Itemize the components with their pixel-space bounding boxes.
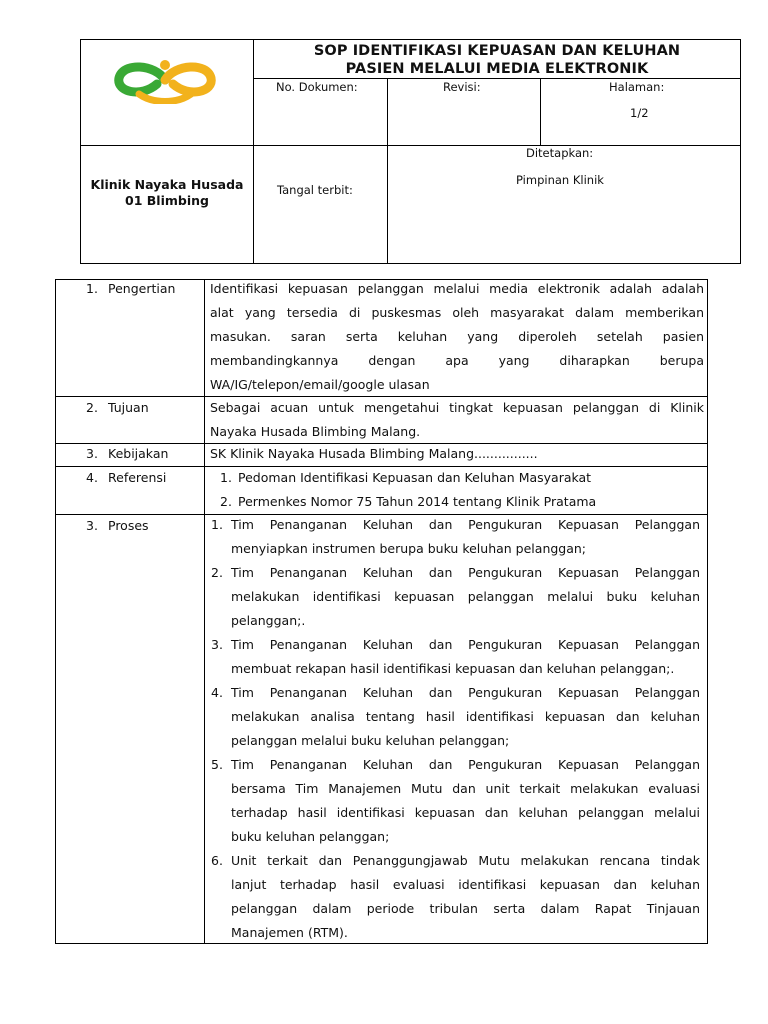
proses-list: [211, 513, 700, 945]
divider: [253, 78, 740, 79]
pimpinan-klinik-label: Pimpinan Klinik: [516, 173, 604, 187]
list-item: [220, 466, 700, 490]
text-line: Manajemen (RTM).: [231, 925, 348, 940]
divider: [540, 78, 541, 145]
list-number: 3.: [211, 637, 223, 652]
divider: [387, 145, 388, 263]
halaman-label: Halaman:: [609, 80, 665, 94]
row-label: Pengertian: [108, 281, 176, 296]
row-number: 3.: [86, 446, 98, 461]
infinity-logo-icon: [109, 56, 221, 104]
list-item: [211, 681, 700, 753]
divider: [387, 78, 388, 145]
row-number: 4.: [86, 470, 98, 485]
list-number: 4.: [211, 685, 223, 700]
clinic-name: [81, 177, 253, 209]
row-label: Tujuan: [108, 400, 149, 415]
list-item: [211, 633, 700, 681]
sop-header-box: [80, 39, 741, 264]
text-line: melakukan identifikasi kepuasan pelanggan melalui buku keluhan: [231, 589, 700, 604]
row-number: 3.: [86, 518, 98, 533]
row-number: 2.: [86, 400, 98, 415]
list-item: [211, 849, 700, 945]
sop-title-line: SOP IDENTIFIKASI KEPUASAN DAN KELUHAN: [313, 43, 681, 59]
sop-title-line: PASIEN MELALUI MEDIA ELEKTRONIK: [345, 61, 649, 77]
text-line: Sebagai acuan untuk mengetahui tingkat kepuasan pelanggan di Klinik: [210, 400, 704, 415]
tanggal-terbit-label: Tangal terbit:: [277, 183, 353, 197]
text-line: lanjut terhadap hasil evaluasi identifikasi kepuasan dan keluhan: [231, 877, 700, 892]
revisi-label: Revisi:: [443, 80, 481, 94]
text-line: masukan. saran serta keluhan yang diperoleh setelah pasien: [210, 329, 704, 344]
row-label: Proses: [108, 518, 149, 533]
text-line: WA/IG/telepon/email/google ulasan: [210, 377, 430, 392]
sop-title: [253, 42, 741, 78]
text-line: Identifikasi kepuasan pelanggan melalui media elektronik adalah adalah: [210, 281, 704, 296]
row-label: Kebijakan: [108, 446, 169, 461]
list-number: 2.: [211, 565, 223, 580]
list-number: 1.: [220, 470, 232, 485]
sop-content-table: [55, 279, 708, 944]
text-line: Tim Penanganan Keluhan dan Pengukuran Kepuasan Pelanggan: [231, 757, 700, 772]
clinic-name-line: Klinik Nayaka Husada: [90, 177, 244, 192]
divider: [204, 280, 205, 943]
clinic-name-line: 01 Blimbing: [125, 193, 209, 208]
text-line: pelanggan dalam periode tribulan serta dalam Rapat Tinjauan: [231, 901, 700, 916]
tujuan-text: [210, 396, 704, 444]
text-line: membandingkannya dengan apa yang diharapkan berupa: [210, 353, 704, 368]
no-dokumen-label: No. Dokumen:: [276, 80, 358, 94]
list-item: [211, 513, 700, 561]
list-number: 5.: [211, 757, 223, 772]
text-line: alat yang tersedia di puskesmas oleh masyarakat dalam memberikan: [210, 305, 704, 320]
divider: [81, 145, 740, 146]
text-line: bersama Tim Manajemen Mutu dan unit terkait melakukan evaluasi: [231, 781, 700, 796]
text-line: buku keluhan pelanggan;: [231, 829, 390, 844]
text-line: terhadap hasil identifikasi kepuasan dan keluhan pelanggan melalui: [231, 805, 700, 820]
text-line: Nayaka Husada Blimbing Malang.: [210, 424, 421, 439]
text-line: Tim Penanganan Keluhan dan Pengukuran Kepuasan Pelanggan: [231, 565, 700, 580]
list-number: 1.: [211, 517, 223, 532]
list-item: [211, 561, 700, 633]
halaman-value: 1/2: [630, 106, 649, 120]
text-line: Unit terkait dan Penanggungjawab Mutu melakukan rencana tindak: [231, 853, 700, 868]
text-line: pelanggan melalui buku keluhan pelanggan;: [231, 733, 510, 748]
row-label: Referensi: [108, 470, 167, 485]
list-text: Pedoman Identifikasi Kepuasan dan Keluhan Masyarakat: [238, 470, 592, 485]
list-number: 2.: [220, 494, 232, 509]
list-item: [211, 753, 700, 849]
ditetapkan-label: Ditetapkan:: [526, 146, 594, 160]
text-line: menyiapkan instrumen berupa buku keluhan pelanggan;: [231, 541, 587, 556]
list-item: [220, 490, 700, 514]
text-line: pelanggan;.: [231, 613, 306, 628]
text-line: Tim Penanganan Keluhan dan Pengukuran Kepuasan Pelanggan: [231, 685, 700, 700]
text-line: SK Klinik Nayaka Husada Blimbing Malang................: [210, 446, 538, 461]
referensi-list: [220, 466, 700, 514]
kebijakan-text: [210, 442, 704, 466]
list-number: 6.: [211, 853, 223, 868]
text-line: Tim Penanganan Keluhan dan Pengukuran Kepuasan Pelanggan: [231, 517, 700, 532]
text-line: Tim Penanganan Keluhan dan Pengukuran Kepuasan Pelanggan: [231, 637, 700, 652]
list-text: Permenkes Nomor 75 Tahun 2014 tentang Klinik Pratama: [238, 494, 597, 509]
pengertian-text: [210, 277, 704, 397]
row-number: 1.: [86, 281, 98, 296]
text-line: melakukan analisa tentang hasil identifikasi kepuasan dan keluhan: [231, 709, 700, 724]
text-line: membuat rekapan hasil identifikasi kepuasan dan keluhan pelanggan;.: [231, 661, 675, 676]
